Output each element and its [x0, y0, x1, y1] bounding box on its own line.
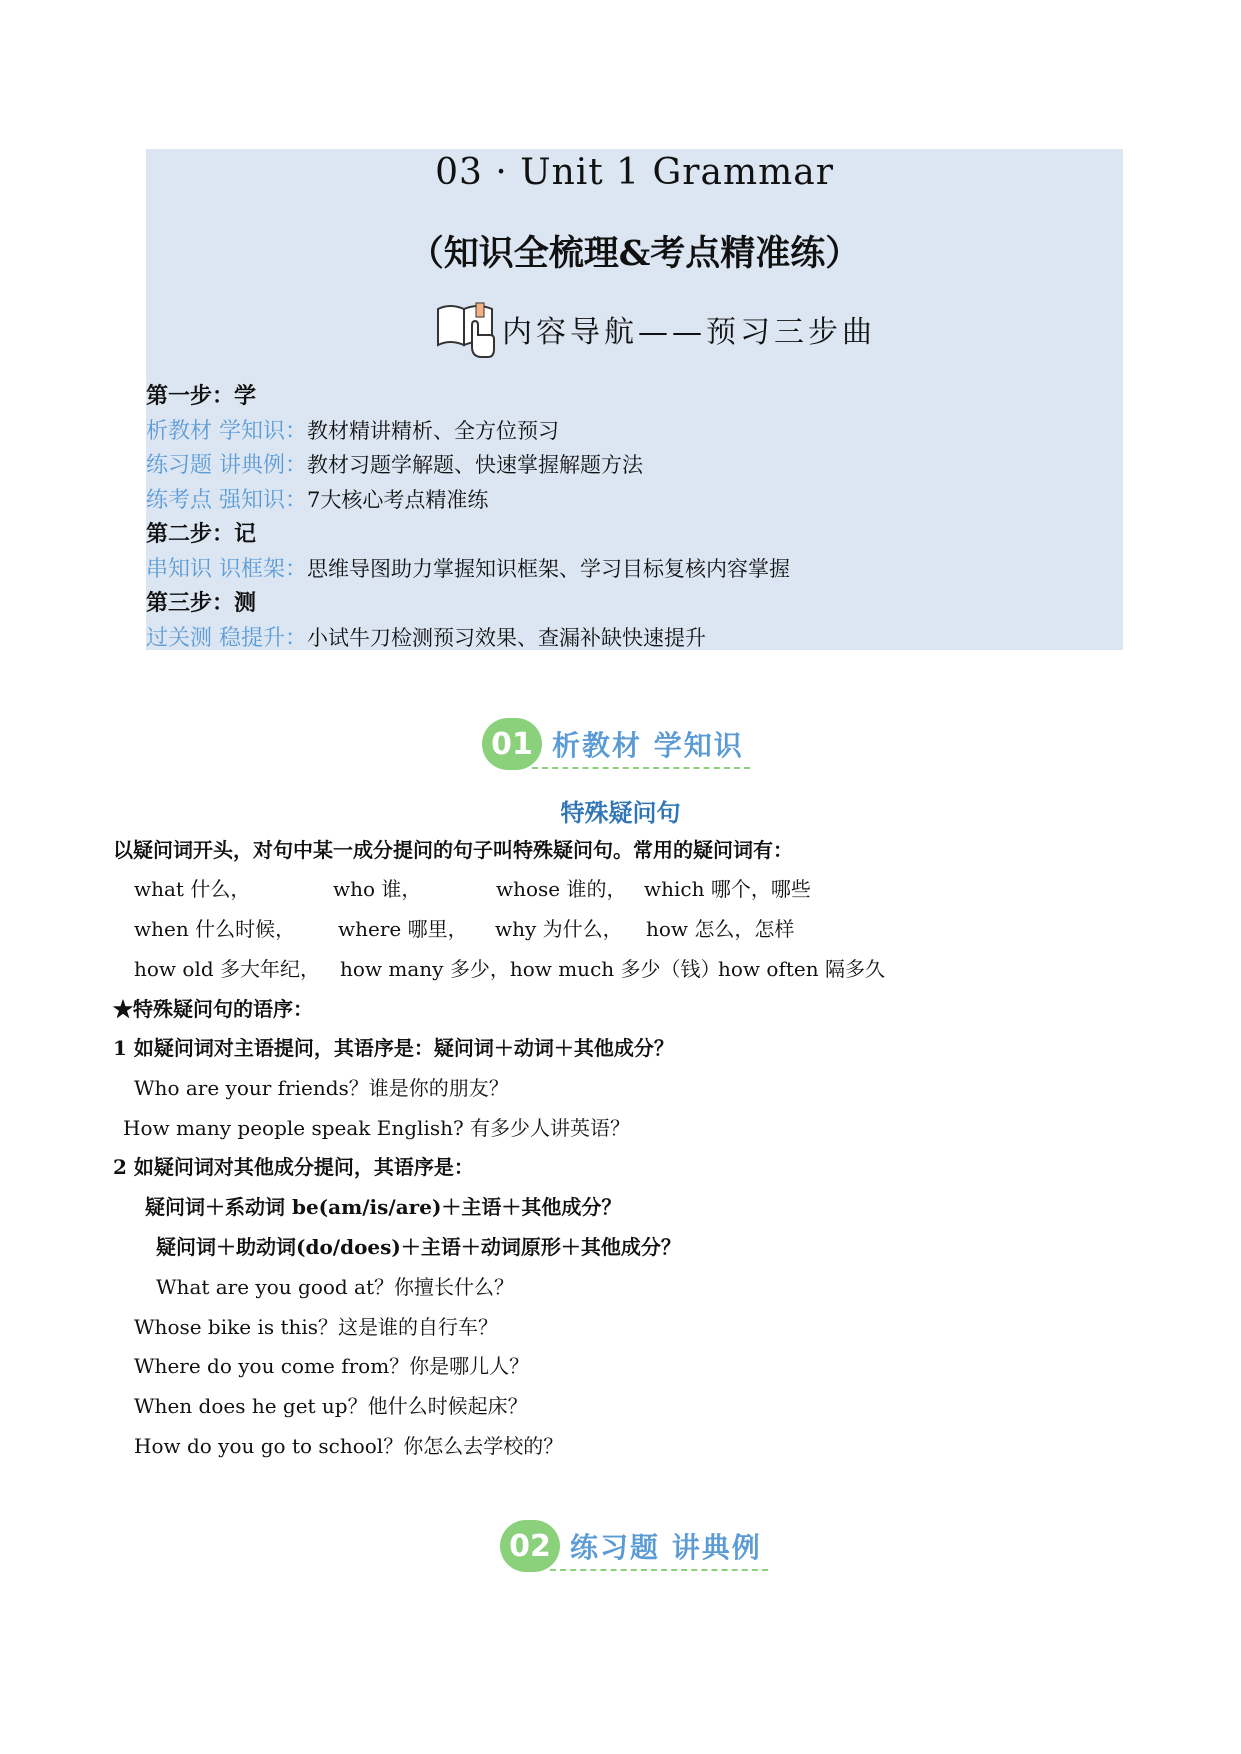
- example-sentence: How many people speak English? 有多少人讲英语？: [123, 1116, 631, 1140]
- pattern-line: 疑问词＋系动词 be(am/is/are)＋主语＋其他成分？: [145, 1195, 622, 1219]
- section-title: 练习题 讲典例: [570, 1531, 762, 1564]
- content-navigation: [434, 297, 876, 361]
- step-item-desc: 小试牛刀检测预习效果、查漏补缺快速提升: [307, 625, 706, 650]
- question-word: who 谁，: [333, 877, 422, 901]
- topic-heading: 特殊疑问句: [560, 798, 681, 827]
- page-title: 03 · Unit 1 Grammar: [435, 152, 834, 193]
- step-item-label: 析教材 学知识：: [146, 418, 307, 444]
- step-item: [146, 552, 790, 587]
- rule-2: 2 如疑问词对其他成分提问，其语序是：: [113, 1155, 474, 1179]
- section-number-badge: 01: [482, 718, 542, 770]
- question-word: why 为什么，: [495, 917, 623, 941]
- section-title: 析教材 学知识: [552, 729, 744, 762]
- step-item: [146, 448, 790, 483]
- intro-text: 以疑问词开头，对句中某一成分提问的句子叫特殊疑问句。常用的疑问词有：: [113, 838, 793, 862]
- step-item-label: 过关测 稳提升：: [146, 625, 307, 651]
- section-01-header: [482, 718, 744, 770]
- step3-title: 第三步：测: [146, 590, 257, 616]
- step-item-desc: 思维导图助力掌握知识框架、学习目标复核内容掌握: [307, 556, 790, 581]
- step1-title: 第一步：学: [146, 383, 257, 409]
- question-word: whose 谁的，: [496, 877, 627, 901]
- example-sentence: Where do you come from？你是哪儿人？: [134, 1354, 530, 1378]
- question-word: which 哪个，哪些: [644, 877, 811, 901]
- nav-title: 内容导航——预习三步曲: [502, 315, 876, 350]
- example-sentence: Who are your friends？谁是你的朋友？: [134, 1076, 509, 1100]
- step-item-label: 串知识 识框架：: [146, 556, 307, 582]
- question-word: how 怎么，怎样: [646, 917, 795, 941]
- section-divider: [550, 1569, 768, 1571]
- section-divider: [532, 767, 750, 769]
- example-sentence: When does he get up？他什么时候起床？: [134, 1394, 528, 1418]
- step-item-desc: 7大核心考点精准练: [307, 487, 489, 512]
- step-item-label: 练习题 讲典例：: [146, 453, 307, 478]
- pattern-line: 疑问词＋助动词(do/does)＋主语＋动词原形＋其他成分？: [156, 1235, 681, 1259]
- example-sentence: What are you good at？你擅长什么？: [156, 1275, 515, 1299]
- question-word: what 什么，: [134, 877, 251, 901]
- question-word: how often 隔多久: [718, 957, 885, 981]
- step2-title: 第二步：记: [146, 521, 257, 547]
- step-item: [146, 621, 790, 656]
- question-word: where 哪里，: [338, 917, 468, 941]
- page-subtitle: （知识全梳理&考点精准练）: [408, 233, 861, 274]
- step-item-desc: 教材习题学解题、快速掌握解题方法: [307, 453, 643, 477]
- question-word: when 什么时候，: [134, 917, 296, 941]
- example-sentence: Whose bike is this？这是谁的自行车？: [134, 1315, 499, 1339]
- step-item: [146, 483, 790, 518]
- rule-1: 1 如疑问词对主语提问，其语序是：疑问词＋动词＋其他成分？: [113, 1036, 674, 1060]
- steps-list: [146, 379, 790, 655]
- step-item-desc: 教材精讲精析、全方位预习: [307, 418, 559, 443]
- example-sentence: How do you go to school？你怎么去学校的？: [134, 1434, 564, 1458]
- question-word: how old 多大年纪，: [134, 957, 320, 981]
- word-order-title: ★特殊疑问句的语序：: [113, 997, 313, 1021]
- question-word: how many 多少，how much 多少（钱）: [340, 957, 721, 981]
- step-item: [146, 414, 790, 449]
- section-02-header: [500, 1520, 762, 1572]
- section-number-badge: 02: [500, 1520, 560, 1572]
- book-pointer-icon: [434, 295, 498, 363]
- step-item-label: 练考点 强知识：: [146, 487, 307, 513]
